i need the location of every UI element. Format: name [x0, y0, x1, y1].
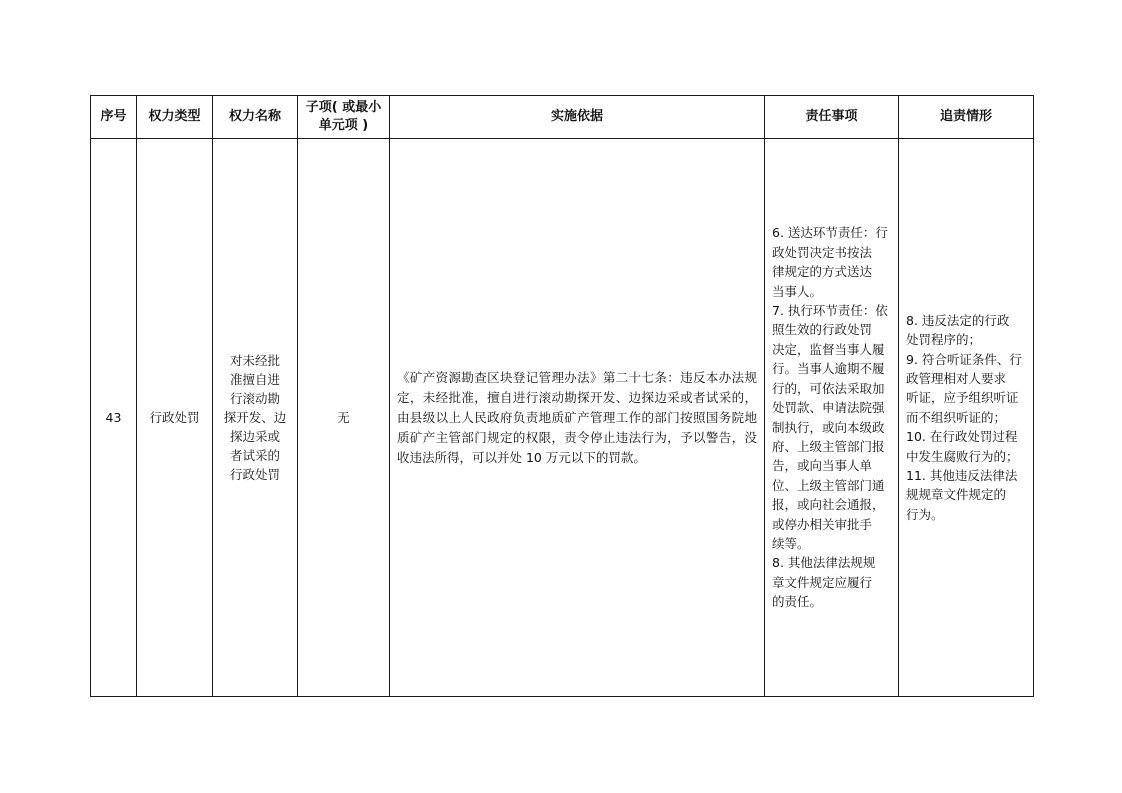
header-power-name: 权力名称	[213, 96, 298, 139]
duties-text: 6. 送达环节责任：行 政处罚决定书按法 律规定的方式送达 当事人。 7. 执行环节责任：依 照生效的行政处罚 决定，监督当事人履 行。当事人逾期不履 行的，可依法采取加 处罚款、申请法院强 制执行，或向本级政 府、上级主管部门报 告，或向当事人单 位、上级主管部门通 报，或向社会通报， 或停办相关审批手 续等。 8. 其他法律法规规 章文件规定应履行 的责任。	[772, 225, 888, 610]
cell-sub-item: 无	[298, 139, 390, 697]
accountability-text: 8. 违反法定的行政 处罚程序的； 9. 符合听证条件、行 政管理相对人要求 听证，应予组织听证 而不组织听证的； 10. 在行政处罚过程 中发生腐败行为的； 11. 其他违反法律法 规规章文件规定的 行为。	[906, 312, 1022, 522]
cell-duties	[765, 139, 899, 697]
power-list-table	[90, 95, 1034, 697]
table-row	[91, 139, 1034, 697]
header-duties: 责任事项	[765, 96, 899, 139]
basis-text: 《矿产资源勘查区块登记管理办法》第二十七条：违反本办法规定，未经批准，擅自进行滚动勘探开发、边探边采或者试采的，由县级以上人民政府负责地质矿产管理工作的部门按照国务院地质矿产主管部门规定的权限，责令停止违法行为，予以警告，没收违法所得，可以并处 10 万元以下的罚款。	[397, 369, 757, 465]
cell-power-type: 行政处罚	[137, 139, 213, 697]
cell-accountability	[899, 139, 1034, 697]
header-accountability: 追责情形	[899, 96, 1034, 139]
header-power-type: 权力类型	[137, 96, 213, 139]
header-row	[91, 96, 1034, 139]
header-sub-item	[298, 96, 390, 139]
power-name-text: 对未经批 准擅自进 行滚动勘 探开发、边 探边采或 者试采的 行政处罚	[223, 353, 287, 482]
header-seq: 序号	[91, 96, 137, 139]
header-sub-item-text: 子项( 或最小 单元项 )	[305, 100, 382, 133]
header-basis: 实施依据	[390, 96, 765, 139]
cell-seq: 43	[91, 139, 137, 697]
cell-basis	[390, 139, 765, 697]
cell-power-name	[213, 139, 298, 697]
